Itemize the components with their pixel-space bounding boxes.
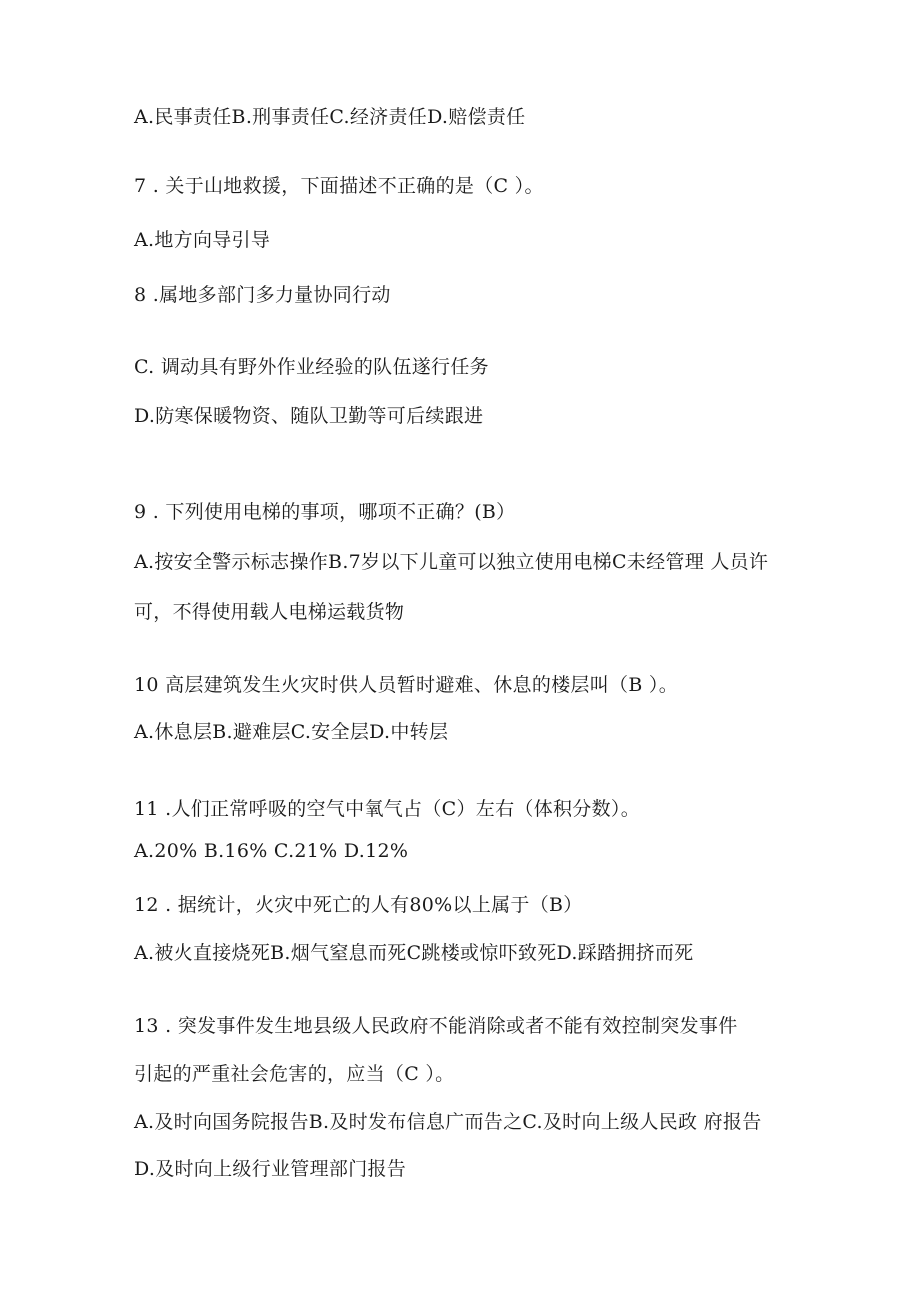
answer-options-q6: A.民事责任B.刑事责任C.经济责任D.赔偿责任 <box>134 106 526 128</box>
options-q9-line1: A.按安全警示标志操作B.7岁以下儿童可以独立使用电梯C未经管理 人员许 <box>134 551 769 573</box>
options-q13-line2: D.及时向上级行业管理部门报告 <box>134 1158 407 1180</box>
question-11: 11 .人们正常呼吸的空气中氧气占（C）左右（体积分数）。 <box>134 798 640 820</box>
option-7d: D.防寒保暖物资、随队卫勤等可后续跟进 <box>134 405 484 427</box>
option-7a: A.地方向导引导 <box>134 229 271 251</box>
options-q13-line1: A.及时向国务院报告B.及时发布信息广而告之C.及时向上级人民政 府报告 <box>134 1111 762 1133</box>
options-q10: A.休息层B.避难层C.安全层D.中转层 <box>134 721 449 743</box>
option-7b: 8 .属地多部门多力量协同行动 <box>134 284 391 306</box>
question-13-line1: 13 . 突发事件发生地县级人民政府不能消除或者不能有效控制突发事件 <box>134 1015 738 1037</box>
question-12: 12 . 据统计，火灾中死亡的人有80%以上属于（B） <box>134 894 583 916</box>
question-13-line2: 引起的严重社会危害的，应当（C ）。 <box>134 1063 455 1085</box>
options-q9-line2: 可，不得使用载人电梯运载货物 <box>134 601 405 623</box>
options-q12: A.被火直接烧死B.烟气窒息而死C跳楼或惊吓致死D.踩踏拥挤而死 <box>134 942 694 964</box>
question-7: 7 . 关于山地救援，下面描述不正确的是（C ）。 <box>134 175 544 197</box>
question-9: 9 . 下列使用电梯的事项，哪项不正确？(B） <box>134 501 516 523</box>
options-q11: A.20% B.16% C.21% D.12% <box>134 840 409 862</box>
option-7c: C. 调动具有野外作业经验的队伍遂行任务 <box>134 356 489 378</box>
question-10: 10 高层建筑发生火灾时供人员暂时避难、休息的楼层叫（B ）。 <box>134 674 679 696</box>
